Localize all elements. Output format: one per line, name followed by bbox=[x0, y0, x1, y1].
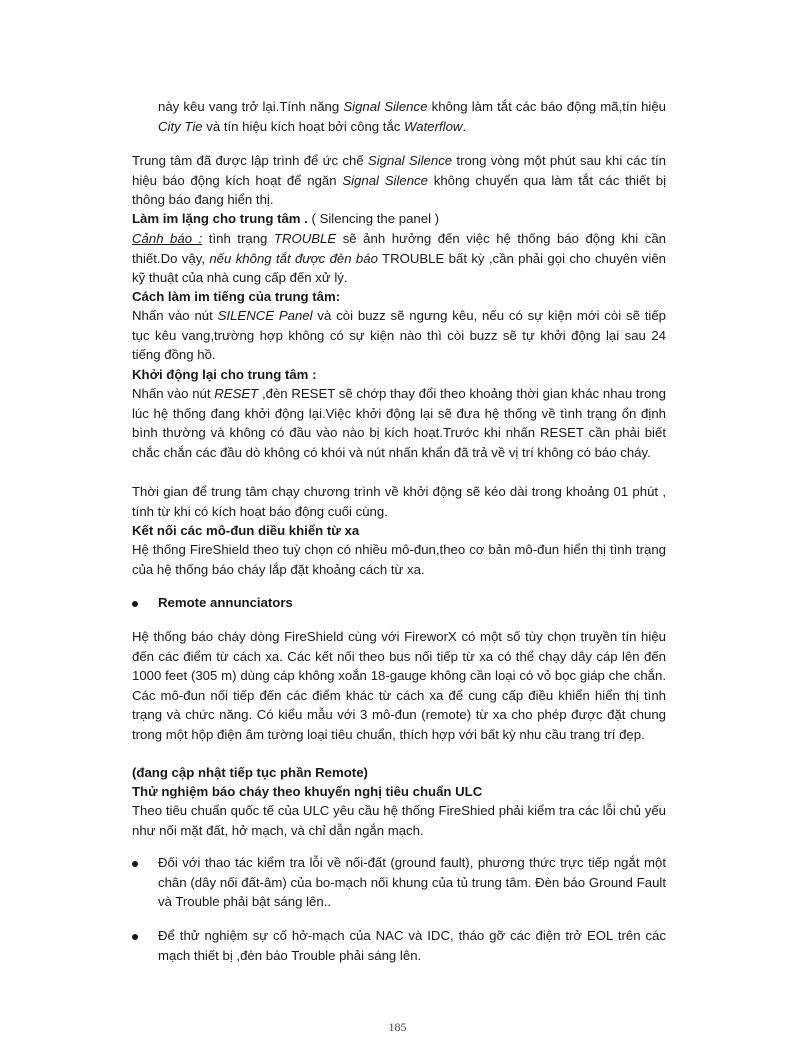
paragraph-warning bbox=[132, 229, 666, 288]
paragraph-remote-description: Hệ thống báo cháy dòng FireShield cùng với FireworX có một số tùy chọn truyền tín hiệu đến các điểm từ cách xa. Các kết nối theo bus nối tiếp từ xa có thể chạy dây cáp lên đến 1000 feet (305 m) dùng cáp không xoắn 18-gauge không cần loại có vỏ bọc giáp che chắn. Các mô-đun nối tiếp đến các điểm khác từ cách xa để cung cấp điều khiển hiển thị tình trạng và chức năng. Có kiểu mẫu với 3 mô-đun (remote) từ xa cho phép được đặt chung trong một hộp điện âm tường loại tiêu chuẩn, thích hợp với bất kỳ nhu cầu trang trí đẹp. bbox=[132, 629, 666, 742]
bullet-remote-annunciators: Remote annunciators bbox=[158, 595, 293, 610]
paragraph-restart-time: Thời gian để trung tâm chạy chương trình về khởi động sẽ kéo dài trong khoảng 01 phút , tính từ khi có kích hoạt báo động cuối cùng. bbox=[132, 484, 666, 519]
text-italic: Signal Silence bbox=[342, 172, 428, 188]
text: Nhấn vào nút bbox=[132, 308, 218, 323]
paragraph-fireshield-options: Hệ thống FireShield theo tuỳ chọn có nhiều mô-đun,theo cơ bản mô-đun hiển thị tình trạng của hệ thống báo cháy lắp đặt khoảng cách từ xa. bbox=[132, 542, 666, 577]
heading-silencing-panel bbox=[132, 209, 666, 229]
page-number: 185 bbox=[388, 1020, 407, 1034]
text-italic: Signal Silence bbox=[367, 153, 453, 168]
text-italic: TROUBLE bbox=[273, 231, 337, 246]
text: . bbox=[462, 118, 467, 134]
text: Nhấn vào nút bbox=[132, 386, 215, 401]
text-italic: nếu không tắt được đèn báo bbox=[209, 250, 378, 266]
warning-label: Cảnh báo : bbox=[132, 231, 203, 246]
text: không chuyển qua làm tắt các thiết bị thông báo đang hiển thị. bbox=[132, 172, 666, 207]
text: sẽ ảnh hưởng đến việc hệ thống báo động khi cần thiết.Do vậy, bbox=[132, 231, 666, 266]
text-italic: City Tie bbox=[158, 118, 203, 134]
paragraph-reset bbox=[132, 384, 666, 462]
text-italic: SILENCE Panel bbox=[217, 308, 313, 323]
note-updating: (đang cập nhật tiếp tục phần Remote) bbox=[132, 765, 368, 780]
bullet-icon bbox=[132, 861, 138, 867]
heading-ulc-test: Thử nghiệm báo cháy theo khuyến nghị tiêu chuẩn ULC bbox=[132, 784, 483, 799]
text-italic: RESET bbox=[214, 386, 259, 401]
text: ,đèn RESET sẽ chớp thay đổi theo khoảng thời gian khác nhau trong lúc hệ thống đang khởi động lại.Việc khởi động lại sẽ đưa hệ thống về tình trạng ổn định bình thường và không có đầu vào nào bị kích hoạt.Trước khi nhấn RESET cần phải biết chắc chắn các đầu dò không có khói và nút nhấn khẩn đã trả về vị trí không có báo cháy. bbox=[132, 386, 666, 460]
text-italic: Signal Silence bbox=[343, 99, 428, 114]
text: ( Silencing the panel ) bbox=[307, 211, 440, 226]
paragraph-silence-panel bbox=[132, 306, 666, 365]
paragraph-inhibit bbox=[132, 151, 666, 210]
text: TROUBLE bất kỳ ,cần phải gọi cho chuyên viên kỹ thuật của nhà cung cấp đến xử lý. bbox=[132, 250, 667, 285]
bullet-icon bbox=[132, 934, 138, 940]
heading-remote-modules: Kết nối các mô-đun diều khiển từ xa bbox=[132, 523, 360, 538]
bullet-ground-fault: Đối với thao tác kiểm tra lỗi về nối-đất (ground fault), phương thức trực tiếp ngắt một chân (dây nối đất-âm) của bo-mạch nối khung của tủ trung tâm. Đèn báo Ground Fault và Trouble phải bật sáng lên.. bbox=[158, 855, 666, 909]
text: tình trạng bbox=[202, 231, 274, 246]
heading-reset: Khởi động lại cho trung tâm : bbox=[132, 367, 317, 382]
text: và còi buzz sẽ ngưng kêu, nếu có sự kiện mới còi sẽ tiếp tục kêu vang,trường hợp không có sự kiện nào thì còi buzz sẽ tự khởi động lại sau 24 tiếng đồng hồ. bbox=[132, 308, 666, 362]
heading-text: Làm im lặng cho trung tâm . bbox=[132, 211, 308, 226]
paragraph-ulc-standard: Theo tiêu chuẩn quốc tế của ULC yêu cầu hệ thống FireShied phải kiểm tra các lỗi chủ yếu như nối mặt đất, hở mạch, và chỉ dẫn ngắn mạch. bbox=[132, 803, 666, 838]
bullet-open-circuit: Để thử nghiệm sự cố hở-mạch của NAC và IDC, tháo gỡ các điện trở EOL trên các mạch thiết bị ,đèn báo Trouble phải sáng lên. bbox=[158, 928, 666, 963]
text: trong vòng một phút sau khi các tín hiệu báo động kích hoạt để ngăn bbox=[132, 153, 667, 188]
text: và tín hiệu kích hoạt bởi công tắc bbox=[202, 118, 405, 134]
text-italic: Waterflow bbox=[404, 118, 463, 134]
paragraph-signal-silence bbox=[158, 97, 666, 136]
text: Trung tâm đã được lập trình để ức chế bbox=[132, 153, 368, 168]
text: này kêu vang trở lại.Tính năng bbox=[158, 99, 344, 114]
heading-silence-method: Cách làm im tiếng của trung tâm: bbox=[132, 289, 341, 304]
bullet-icon bbox=[132, 601, 138, 607]
text: không làm tắt các báo động mã,tín hiệu bbox=[427, 99, 667, 114]
